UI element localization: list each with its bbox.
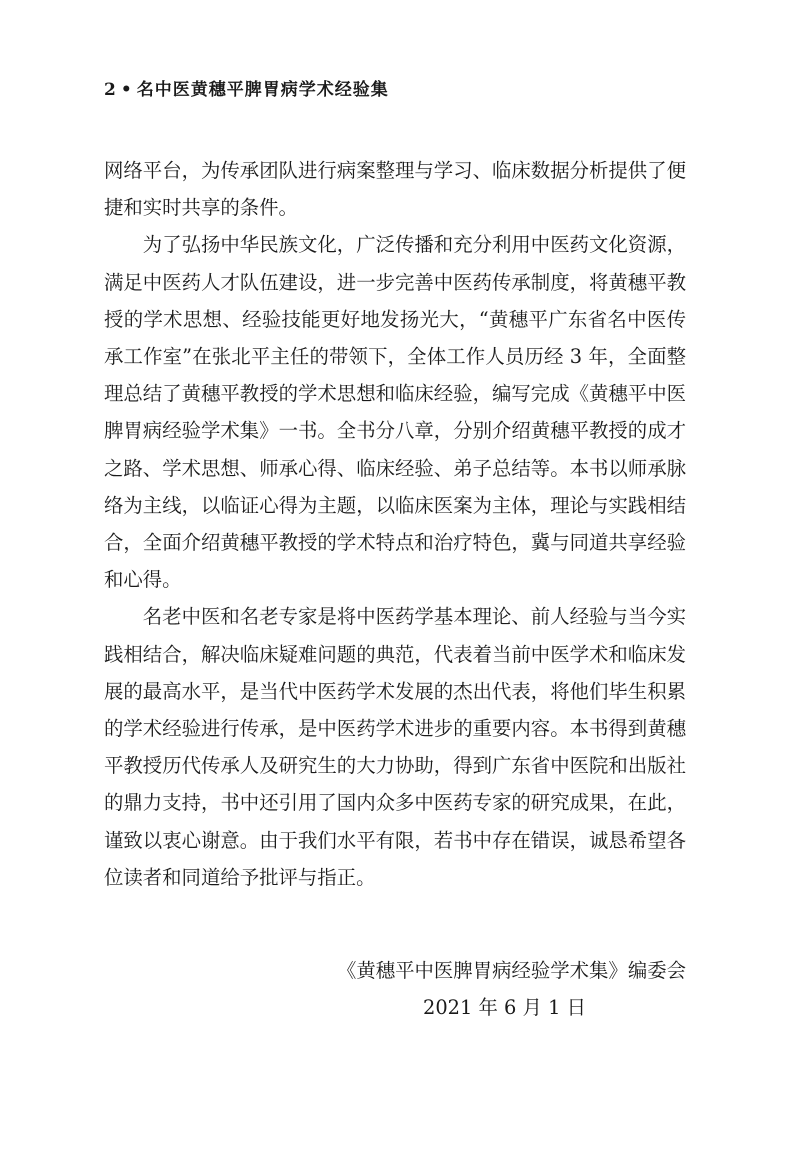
page-number: 2: [104, 80, 117, 100]
book-title: 名中医黄穗平脾胃病学术经验集: [136, 80, 389, 100]
paragraph-book-introduction: 为了弘扬中华民族文化，广泛传播和充分利用中医药文化资源，满足中医药人才队伍建设，进一步完善中医药传承制度，将黄穗平教授的学术思想、经验技能更好地发扬光大，“黄穗平广东省名中医传承工作室”在张北平主任的带领下，全体工作人员历经 3 年，全面整理总结了黄穗平教授的学术思想和临床经验，编写完成《黄穗平中医脾胃病经验学术集》一书。全书分八章，分别介绍黄穗平教授的成才之路、学术思想、师承心得、临床经验、弟子总结等。本书以师承脉络为主线，以临证心得为主题，以临床医案为主体，理论与实践相结合，全面介绍黄穗平教授的学术特点和治疗特色，冀与同道共享经验和心得。: [104, 233, 686, 592]
running-header: [104, 78, 389, 102]
editorial-committee: 《黄穗平中医脾胃病经验学术集》编委会: [336, 959, 686, 982]
paragraph-acknowledgement: 名老中医和名老专家是将中医药学基本理论、前人经验与当今实践相结合，解决临床疑难问题的典范，代表着当前中医学术和临床发展的最高水平，是当代中医药学术发展的杰出代表，将他们毕生积累的学术经验进行传承，是中医药学术进步的重要内容。本书得到黄穗平教授历代传承人及研究生的大力协助，得到广东省中医院和出版社的鼎力支持，书中还引用了国内众多中医药专家的研究成果，在此，谨致以衷心谢意。由于我们水平有限，若书中存在错误，诚恳希望各位读者和同道给予批评与指正。: [104, 605, 686, 889]
signature-date: 2021 年 6 月 1 日: [422, 996, 586, 1019]
body-text: [104, 152, 686, 896]
signature-block: [337, 952, 686, 1026]
header-separator: •: [120, 80, 133, 100]
paragraph-continued: 网络平台，为传承团队进行病案整理与学习、临床数据分析提供了便捷和实时共享的条件。: [104, 159, 686, 220]
